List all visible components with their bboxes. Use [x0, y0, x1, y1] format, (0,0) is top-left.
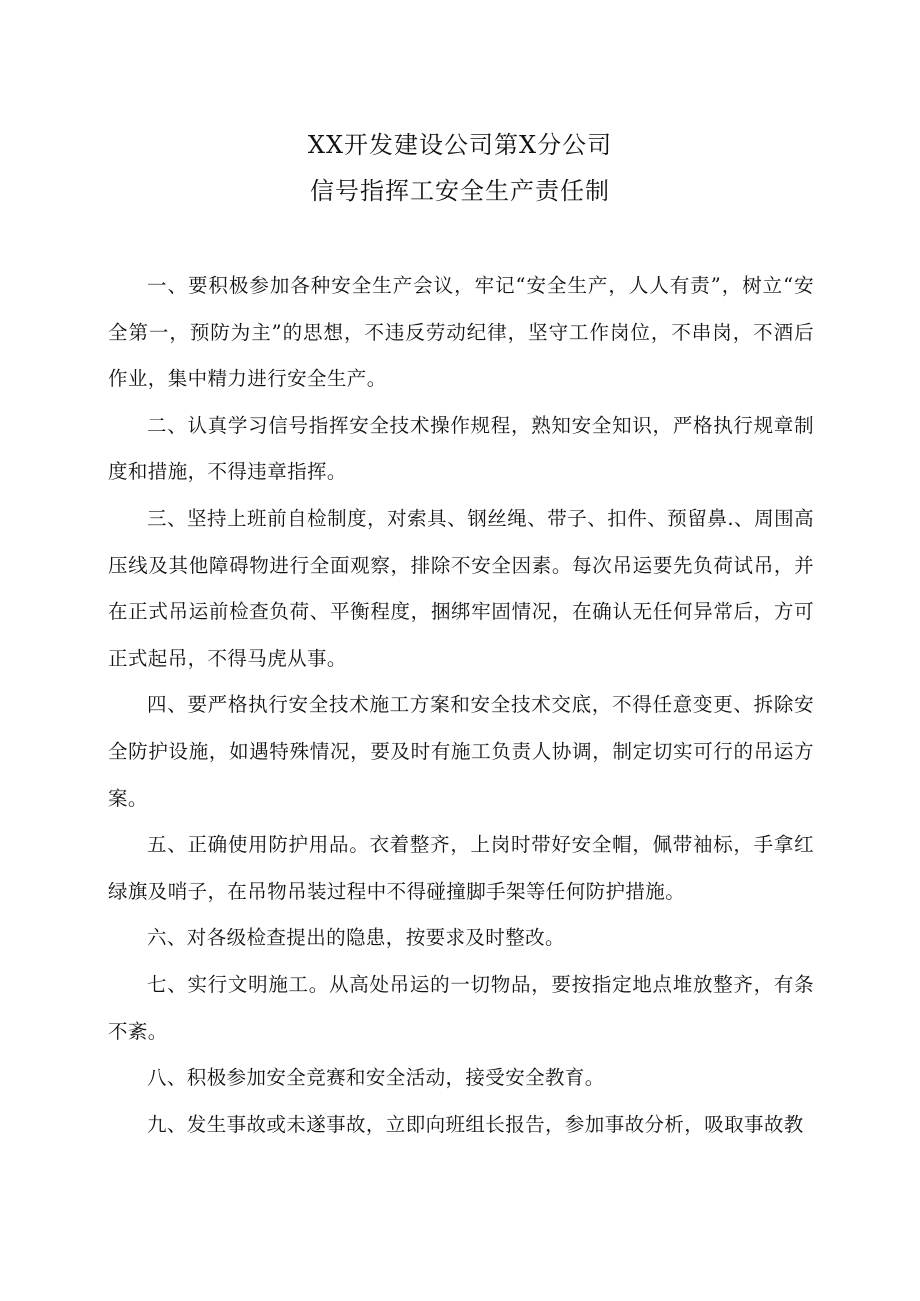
paragraph-9: 九、发生事故或未遂事故，立即向班组长报告，参加事故分析，吸取事故教	[147, 1112, 804, 1136]
title-company: XX开发建设公司第X分公司	[307, 131, 613, 159]
document-title	[0, 122, 920, 214]
title-subject: 信号指挥工安全生产责任制	[310, 177, 610, 205]
paragraph-8: 八、积极参加安全竞赛和安全活动，接受安全教育。	[147, 1066, 605, 1090]
document-body	[108, 263, 814, 1148]
paragraph-5: 五、正确使用防护用品。衣着整齐，上岗时带好安全帽，佩带袖标，手拿红绿旗及哨子，在吊物吊装过程中不得碰撞脚手架等任何防护措施。	[108, 833, 814, 903]
paragraph-7: 七、实行文明施工。从高处吊运的一切物品，要按指定地点堆放整齐，有条不紊。	[108, 972, 814, 1043]
paragraph-6: 六、对各级检查提出的隐患，按要求及时整改。	[147, 926, 565, 950]
paragraph-4: 四、要严格执行安全技术施工方案和安全技术交底，不得任意变更、拆除安全防护设施，如遇特殊情况，要及时有施工负责人协调，制定切实可行的吊运方案。	[108, 693, 814, 810]
paragraph-3: 三、坚持上班前自检制度，对索具、钢丝绳、带子、扣件、预留鼻.、周围高压线及其他障碍物进行全面观察，排除不安全因素。每次吊运要先负荷试吊，并在正式吊运前检查负荷、平衡程度，捆绑牢固情况，在确认无任何异常后，方可正式起吊，不得马虎从事。	[108, 506, 814, 670]
paragraph-2: 二、认真学习信号指挥安全技术操作规程，熟知安全知识，严格执行规章制度和措施，不得违章指挥。	[108, 413, 814, 484]
paragraph-1: 一、要积极参加各种安全生产会议，牢记“安全生产，人人有责”，树立“安全第一，预防为主”的思想，不违反劳动纪律，坚守工作岗位，不串岗，不酒后作业，集中精力进行安全生产。	[108, 274, 814, 391]
